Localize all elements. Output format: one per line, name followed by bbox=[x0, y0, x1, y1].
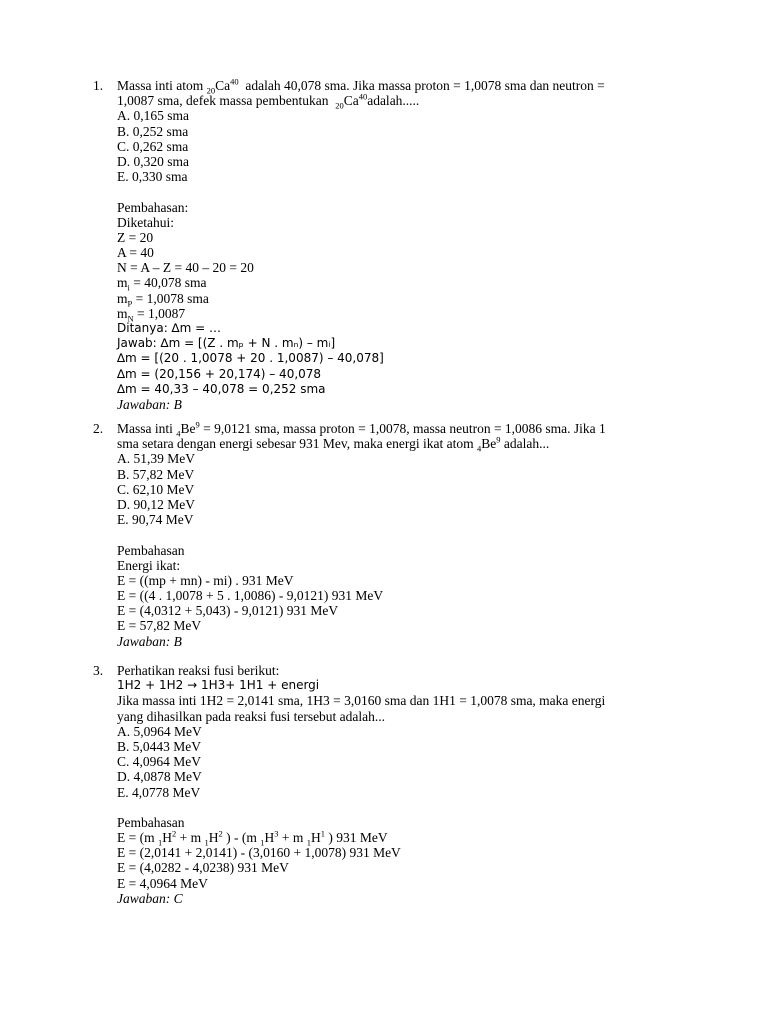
subscript: 1 bbox=[260, 837, 265, 848]
atomic-number: 4 bbox=[176, 428, 181, 439]
value-text: = 1,0087 bbox=[133, 305, 186, 321]
question-stem-line bbox=[117, 419, 673, 439]
asked-line: Ditanya: ∆m = … bbox=[117, 321, 221, 335]
element-symbol: Be bbox=[180, 421, 196, 436]
option-d: D. 0,320 sma bbox=[117, 153, 189, 169]
calc-step-2: E = ((4 . 1,0078 + 5 . 1,0086) - 9,0121) 931 MeV bbox=[117, 588, 384, 604]
question-stem-line bbox=[117, 76, 673, 96]
question-number: 2. bbox=[93, 421, 104, 436]
calc-step-1: E = ((mp + mn) - mi) . 931 MeV bbox=[117, 572, 294, 588]
given-z: Z = 20 bbox=[117, 229, 154, 245]
question-number: 3. bbox=[93, 663, 104, 678]
option-e: E. 0,330 sma bbox=[117, 169, 188, 185]
formula-part: E = (m bbox=[117, 830, 158, 846]
stem-text: adalah 40,078 sma. Jika massa proton = 1,0078 sma dan neutron = bbox=[238, 78, 605, 93]
subscript: i bbox=[127, 283, 130, 294]
formula-part: ) 931 MeV bbox=[324, 830, 388, 846]
superscript: 3 bbox=[274, 828, 279, 839]
question-stem-line: yang dihasilkan pada reaksi fusi tersebut adalah... bbox=[117, 708, 386, 724]
calc-step-3: E = (4,0282 - 4,0238) 931 MeV bbox=[117, 860, 289, 876]
question-stem-line bbox=[117, 91, 673, 111]
option-c: C. 4,0964 MeV bbox=[117, 754, 201, 770]
atomic-number: 20 bbox=[206, 85, 216, 96]
question-1 bbox=[93, 78, 673, 412]
final-answer: Jawaban: B bbox=[117, 633, 182, 649]
given-mn bbox=[117, 305, 673, 324]
calc-step-4: E = 57,82 MeV bbox=[117, 618, 202, 634]
formula-part: ) - (m bbox=[222, 830, 261, 846]
question-number: 1. bbox=[93, 78, 104, 93]
subscript: 1 bbox=[157, 837, 163, 848]
final-answer: Jawaban: B bbox=[117, 396, 182, 412]
stem-text: = 9,0121 sma, massa proton = 1,0078, massa neutron = 1,0086 sma. Jika 1 bbox=[199, 421, 606, 436]
superscript: 2 bbox=[171, 828, 177, 839]
superscript: 1 bbox=[320, 828, 325, 839]
stem-text: adalah... bbox=[500, 436, 550, 452]
mass-number: 40 bbox=[230, 76, 239, 87]
subscript: N bbox=[127, 313, 134, 324]
option-a: A. 0,165 sma bbox=[117, 108, 189, 124]
option-e: E. 4,0778 MeV bbox=[117, 784, 201, 800]
discussion-heading: Pembahasan: bbox=[117, 199, 189, 215]
stem-text: adalah..... bbox=[367, 93, 420, 109]
option-a: A. 51,39 MeV bbox=[117, 451, 195, 467]
stem-text: 1,0087 sma, defek massa pembentukan bbox=[117, 93, 336, 109]
option-c: C. 62,10 MeV bbox=[117, 481, 195, 497]
atomic-number: 4 bbox=[477, 443, 482, 454]
superscript: 2 bbox=[218, 828, 223, 839]
option-e: E. 90,74 MeV bbox=[117, 512, 194, 528]
given-a: A = 40 bbox=[117, 245, 154, 261]
formula-part: + m bbox=[278, 830, 307, 846]
binding-energy-heading: Energi ikat: bbox=[117, 557, 181, 573]
element-symbol: Be bbox=[481, 436, 497, 452]
discussion-heading: Pembahasan bbox=[117, 814, 185, 830]
question-stem-line: Jika massa inti 1H2 = 2,0141 sma, 1H3 = 3,0160 sma dan 1H1 = 1,0078 sma, maka energi bbox=[117, 693, 606, 709]
final-answer: Jawaban: C bbox=[117, 890, 183, 906]
calc-step-1: ∆m = [(20 . 1,0078 + 20 . 1,0087) – 40,078] bbox=[117, 351, 384, 366]
element-symbol: Ca bbox=[215, 78, 231, 93]
mass-number: 40 bbox=[358, 91, 368, 102]
symbol: m bbox=[117, 290, 128, 306]
symbol: m bbox=[117, 305, 128, 321]
element-symbol: Ca bbox=[343, 93, 359, 109]
question-stem-line: Perhatikan reaksi fusi berikut: bbox=[117, 663, 280, 678]
element-symbol: H bbox=[208, 830, 219, 846]
stem-text: Massa inti bbox=[117, 421, 177, 436]
stem-text: sma setara dengan energi sebesar 931 Mev, maka energi ikat atom bbox=[117, 436, 477, 452]
formula-part: + m bbox=[176, 830, 205, 846]
answer-formula: Jawab: ∆m = [(Z . mₚ + N . mₙ) – mᵢ] bbox=[117, 336, 336, 351]
question-3 bbox=[93, 663, 673, 906]
calc-step-3: E = (4,0312 + 5,043) - 9,0121) 931 MeV bbox=[117, 603, 339, 619]
discussion-heading: Pembahasan bbox=[117, 542, 185, 558]
option-b: B. 5,0443 MeV bbox=[117, 738, 201, 754]
known-heading: Diketahui: bbox=[117, 214, 174, 230]
calc-step-1 bbox=[117, 828, 673, 848]
symbol: m bbox=[117, 275, 128, 291]
mass-number: 9 bbox=[496, 434, 501, 445]
option-b: B. 0,252 sma bbox=[117, 123, 189, 139]
subscript: 1 bbox=[204, 837, 209, 848]
option-d: D. 4,0878 MeV bbox=[117, 769, 202, 785]
calc-step-2: ∆m = (20,156 + 20,174) – 40,078 bbox=[117, 366, 322, 381]
question-2 bbox=[93, 421, 673, 649]
calc-step-2: E = (2,0141 + 2,0141) - (3,0160 + 1,0078) 931 MeV bbox=[117, 845, 401, 861]
mass-number: 9 bbox=[195, 419, 200, 430]
subscript: P bbox=[127, 298, 133, 309]
fusion-reaction: 1H2 + 1H2 → 1H3+ 1H1 + energi bbox=[117, 678, 320, 693]
element-symbol: H bbox=[162, 830, 172, 846]
calc-step-3: ∆m = 40,33 – 40,078 = 0,252 sma bbox=[117, 381, 326, 396]
question-stem-line bbox=[117, 434, 673, 454]
option-b: B. 57,82 MeV bbox=[117, 466, 195, 482]
given-n: N = A – Z = 40 – 20 = 20 bbox=[117, 260, 254, 276]
stem-text: Massa inti atom bbox=[117, 78, 207, 93]
value-text: = 1,0078 sma bbox=[132, 290, 209, 306]
option-d: D. 90,12 MeV bbox=[117, 496, 195, 512]
option-a: A. 5,0964 MeV bbox=[117, 723, 202, 739]
element-symbol: H bbox=[264, 830, 275, 846]
element-symbol: H bbox=[310, 830, 321, 846]
given-mp bbox=[117, 290, 673, 309]
calc-step-4: E = 4,0964 MeV bbox=[117, 875, 208, 891]
subscript: 1 bbox=[306, 837, 311, 848]
given-mi bbox=[117, 275, 673, 294]
option-c: C. 0,262 sma bbox=[117, 138, 189, 154]
value-text: = 40,078 sma bbox=[129, 275, 207, 291]
atomic-number: 20 bbox=[335, 100, 344, 111]
